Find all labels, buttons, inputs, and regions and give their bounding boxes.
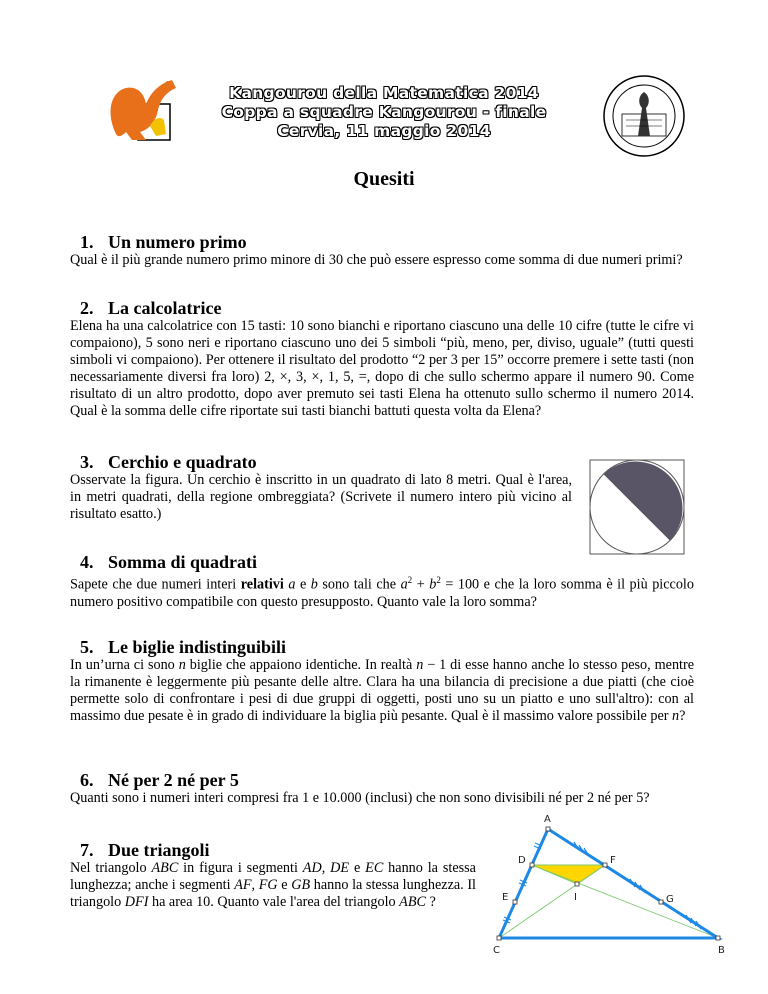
triangle-figure [480,810,740,970]
question-1-text: Qual è il più grande numero primo minore di 30 che può essere espresso come somma di due numeri primi? [70,252,683,268]
label-D: D [518,855,526,866]
question-5-text: In un’urna ci sono n biglie che appaiono identiche. In realtà n − 1 di esse hanno anche lo stesso peso, mentre la rimanente è leggermente più pesante delle altre. Clara ha una bilancia di precisione a due piatti (che cioè permette solo di confrontare i pesi di due gruppi di oggetti, posti uno su un piatto e uno sull'altro): con al massimo due pesate è in grado di individuare la biglia più pesante. Qual è il massimo valore possibile per n? [70,657,694,724]
page-title: Quesiti [353,168,415,190]
header-line-1: Kangourou della Matematica 2014 [229,84,539,102]
question-5-title: 5. Le biglie indistinguibili [80,637,287,657]
label-C: C [493,945,500,956]
question-4-text: Sapete che due numeri interi relativi a e b sono tali che $a^2 + b^2 = 100$ e che la loro somma è il più piccolo numero positivo compatibile con questo presupposto. Quanto vale la loro somma? [70,575,694,610]
circle-square-figure [589,459,685,555]
label-B: B [718,945,725,956]
question-2-title: 2. La calcolatrice [80,298,222,318]
header-line-3: Cervia, 11 maggio 2014 [277,122,491,140]
question-6-title: 6. Né per 2 né per 5 [80,770,239,790]
question-7-text: Nel triangolo ABC in figura i segmenti AD, DE e EC hanno la stessa lunghezza; anche i segmenti AF, FG e GB hanno la stessa lunghezza. Il triangolo DFI ha area 10. Quanto vale l'area del triangolo ABC ? [70,860,477,910]
label-G: G [666,894,674,905]
label-I: I [574,892,577,903]
question-1-title: 1. Un numero primo [80,232,247,252]
question-3-text: Osservate la figura. Un cerchio è inscritto in un quadrato di lato 8 metri. Qual è l'area, in metri quadrati, della regione ombreggiata? (Scrivete il numero intero più vicino al risultato esatto.) [70,472,572,522]
label-E: E [502,892,509,903]
question-7-title: 7. Due triangoli [80,840,210,860]
label-A: A [544,814,551,825]
question-3-title: 3. Cerchio e quadrato [80,452,257,472]
question-4-title: 4. Somma di quadrati [80,552,258,572]
question-6-text: Quanti sono i numeri interi compresi fra 1 e 10.000 (inclusi) che non sono divisibili né per 2 né per 5? [70,790,650,806]
question-2-text: Elena ha una calcolatrice con 15 tasti: 10 sono bianchi e riportano ciascuno una delle 10 cifre (tutte le cifre vi compaiono), 5 sono neri e riportano ciascuno uno dei 5 simboli “più, meno, per, diviso, uguale” (tutti questi simboli vi compaiono). Per ottenere il risultato del prodotto “2 per 3 per 15” occorre premere i sette tasti (non necessariamente diversi fra loro) 2, ×, 3, ×, 1, 5, =, dopo di che sullo schermo appare il numero 90. Come risultato di un altro prodotto, dopo aver premuto sei tasti Elena ha ottenuto sullo schermo il numero 2014. Qual è la somma delle cifre riportate sui tasti bianchi battuti questa volta da Elena? [70,318,694,419]
label-F: F [610,855,616,866]
header-line-2: Coppa a squadre Kangourou - finale [221,103,547,121]
